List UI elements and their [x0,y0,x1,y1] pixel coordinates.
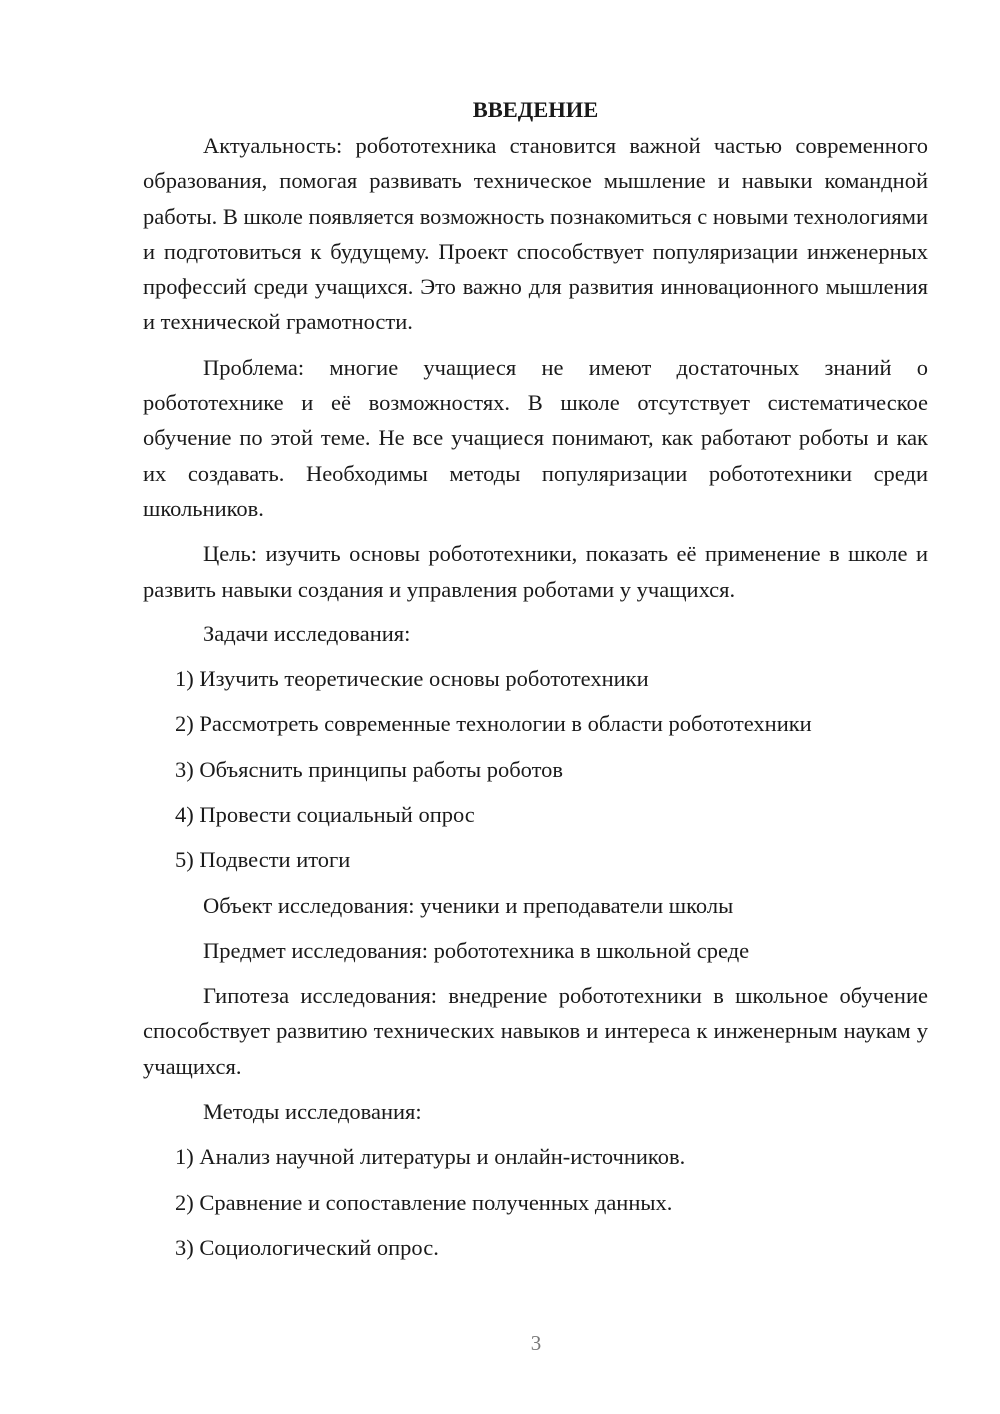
task-item: 3) Объяснить принципы работы роботов [175,756,564,782]
relevance-paragraph: Актуальность: робототехника становится важной частью современного образования, помогая развивать техническое мышление и навыки командной работы. В школе появляется возможность познакомиться с новыми технологиями и подготовиться к будущему. Проект способствует популяризации инженерных профессий среди учащихся. Это важно для развития инновационного мышления и технической грамотности. [143,133,928,335]
problem-paragraph: Проблема: многие учащиеся не имеют достаточных знаний о робототехнике и её возможностях. В школе отсутствует систематическое обучение по этой теме. Не все учащиеся понимают, как работают роботы и как их создавать. Необходимы методы популяризации робототехники среди школьников. [143,354,928,521]
tasks-heading: Задачи исследования: [203,620,411,646]
page-number: 3 [530,1331,542,1355]
task-item: 4) Провести социальный опрос [175,802,475,828]
method-item: 2) Сравнение и сопоставление полученных данных. [175,1189,673,1215]
section-title: ВВЕДЕНИЕ [472,97,599,122]
research-object: Объект исследования: ученики и преподаватели школы [203,892,734,918]
method-item: 1) Анализ научной литературы и онлайн-источников. [175,1144,686,1170]
document-page [143,92,928,1265]
hypothesis-paragraph: Гипотеза исследования: внедрение робототехники в школьное обучение способствует развитию технических навыков и интереса к инженерным наукам у учащихся. [143,982,928,1079]
task-item: 1) Изучить теоретические основы робототехники [175,666,649,692]
task-item: 2) Рассмотреть современные технологии в области робототехники [175,711,812,737]
task-item: 5) Подвести итоги [175,847,351,873]
method-item: 3) Социологический опрос. [175,1235,439,1261]
methods-heading: Методы исследования: [203,1099,422,1125]
goal-paragraph: Цель: изучить основы робототехники, показать её применение в школе и развить навыки создания и управления роботами у учащихся. [143,541,928,602]
research-subject: Предмет исследования: робототехника в школьной среде [203,937,750,963]
